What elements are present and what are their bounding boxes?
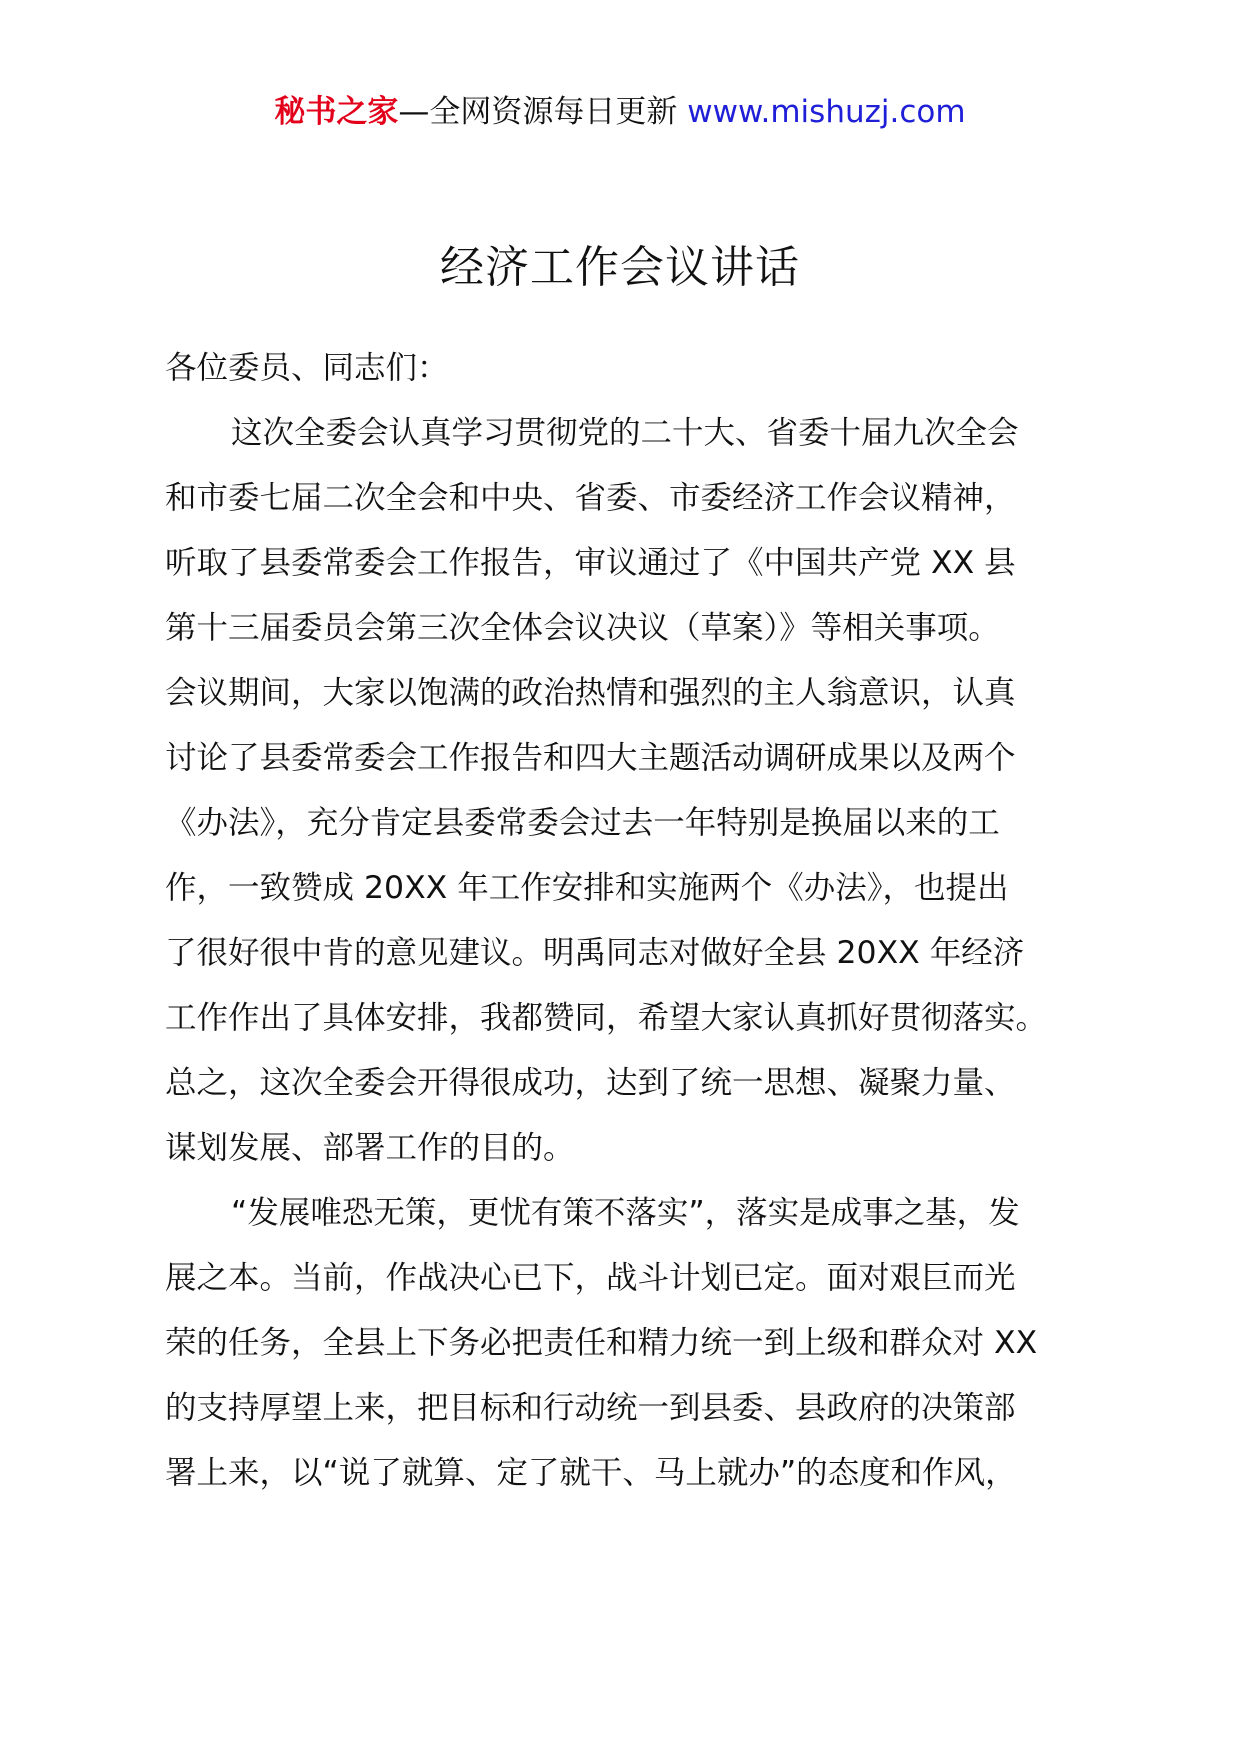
body-line: 总之，这次全委会开得很成功，达到了统一思想、凝聚力量、: [165, 1065, 1016, 1101]
body-line: 讨论了县委常委会工作报告和四大主题活动调研成果以及两个: [165, 740, 1016, 776]
body-line: 了很好很中肯的意见建议。明禹同志对做好全县 20XX 年经济: [165, 935, 1025, 971]
body-line: 听取了县委常委会工作报告，审议通过了《中国共产党 XX 县: [165, 545, 1016, 581]
document-body: [165, 336, 1095, 1506]
body-line: 这次全委会认真学习贯彻党的二十大、省委十届九次全会: [231, 415, 1019, 451]
site-tagline: —全网资源每日更新: [398, 94, 688, 130]
site-brand: 秘书之家: [274, 94, 399, 130]
body-line: 第十三届委员会第三次全体会议决议（草案）》等相关事项。: [165, 610, 1000, 646]
body-line: 工作作出了具体安排，我都赞同，希望大家认真抓好贯彻落实。: [165, 1000, 1048, 1036]
salutation-line: 各位委员、同志们：: [165, 350, 449, 386]
body-line: 《办法》，充分肯定县委常委会过去一年特别是换届以来的工: [165, 805, 1000, 841]
body-line: “发展唯恐无策，更忧有策不落实”，落实是成事之基，发: [231, 1195, 1020, 1231]
body-line: 的支持厚望上来，把目标和行动统一到县委、县政府的决策部: [165, 1390, 1016, 1426]
body-line: 展之本。当前，作战决心已下，战斗计划已定。面对艰巨而光: [165, 1260, 1016, 1296]
body-line: 作，一致赞成 20XX 年工作安排和实施两个《办法》，也提出: [165, 870, 1009, 906]
site-header: [0, 92, 1240, 132]
body-line: 会议期间，大家以饱满的政治热情和强烈的主人翁意识，认真: [165, 675, 1016, 711]
document-title: 经济工作会议讲话: [440, 242, 800, 293]
body-line: 荣的任务，全县上下务必把责任和精力统一到上级和群众对 XX: [165, 1325, 1038, 1361]
body-line: 和市委七届二次全会和中央、省委、市委经济工作会议精神，: [165, 480, 1016, 516]
body-line: 谋划发展、部署工作的目的。: [165, 1130, 575, 1166]
body-line: 署上来，以“说了就算、定了就干、马上就办”的态度和作风，: [165, 1455, 1017, 1491]
site-url-link[interactable]: www.mishuzj.com: [687, 94, 966, 130]
